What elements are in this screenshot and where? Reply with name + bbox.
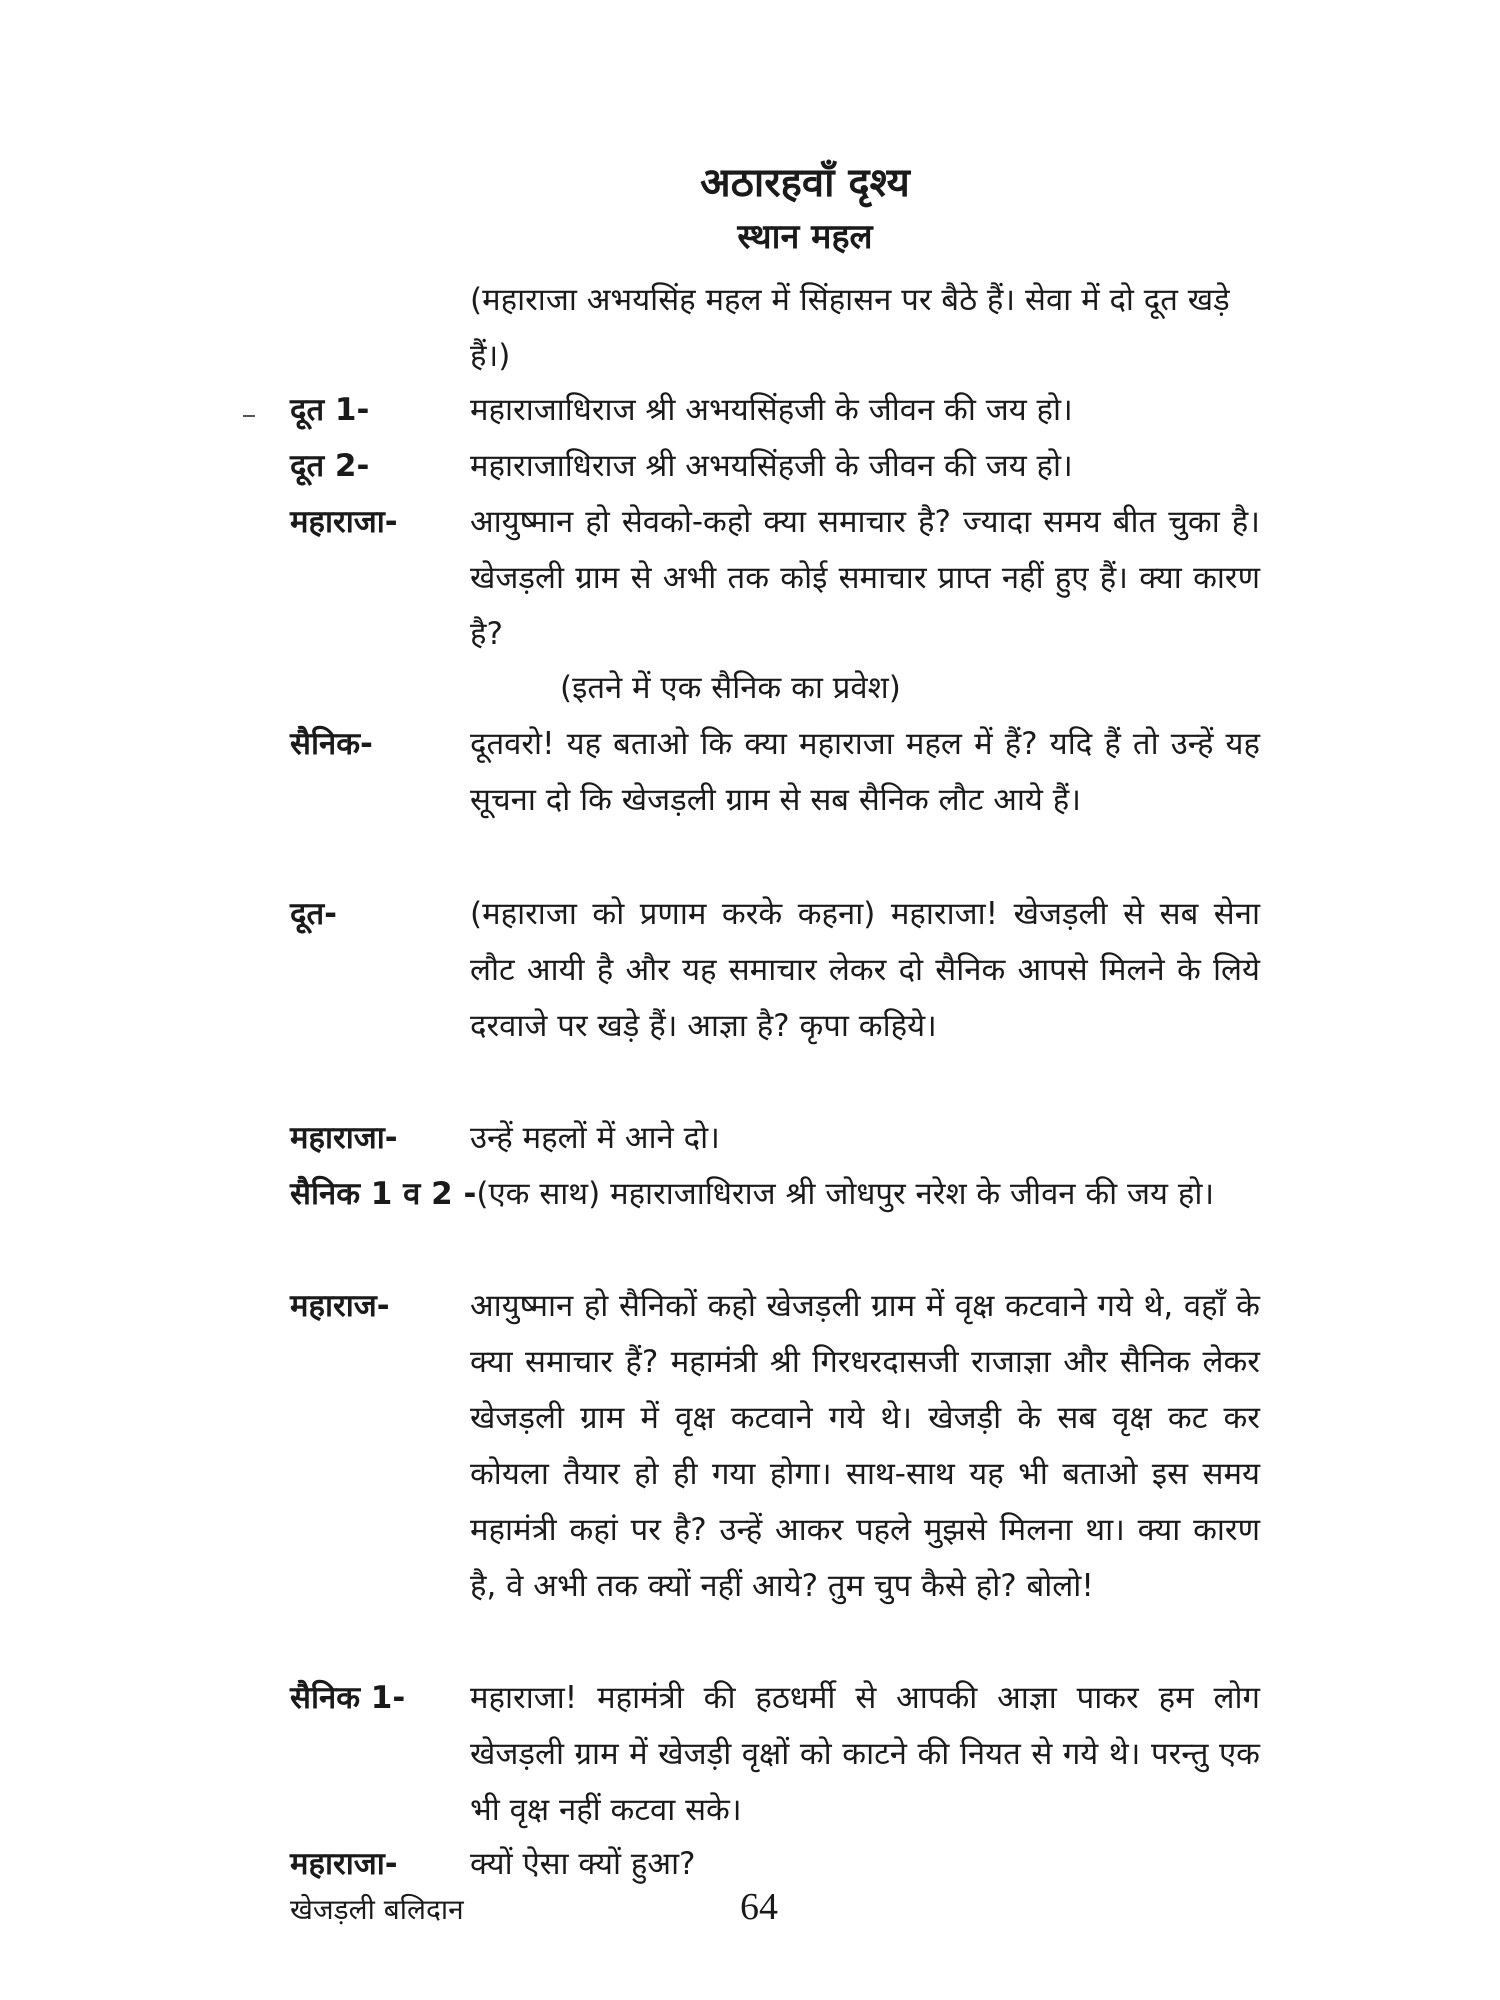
scene-title: अठारहवाँ दृश्य [700, 160, 910, 206]
speaker-name: सैनिक 1 व 2 - [290, 1176, 477, 1212]
dialogue-line [290, 716, 1260, 828]
speech-text: उन्हें महलों में आने दो। [470, 1120, 720, 1156]
speech-text: आयुष्मान हो सेवको-कहो क्या समाचार है? ज्यादा समय बीत चुका है। खेजड़ली ग्राम से अभी तक कोई समाचार प्राप्त नहीं हुए हैं। क्या कारण है? [470, 504, 1260, 652]
speech-text: (महाराजा को प्रणाम करके कहना) महाराजा! खेजड़ली से सब सेना लौट आयी है और यह समाचार लेकर दो सैनिक आपसे मिलने के लिये दरवाजे पर खड़े हैं। आज्ञा है? कृपा कहिये। [470, 896, 1260, 1044]
opening-stage-direction: (महाराजा अभयसिंह महल में सिंहासन पर बैठे हैं। सेवा में दो दूत खड़े हैं।) [470, 282, 1230, 374]
speech-text: महाराजा! महामंत्री की हठधर्मी से आपकी आज्ञा पाकर हम लोग खेजड़ली ग्राम में खेजड़ी वृक्षों को काटने की नियत से गये थे। परन्तु एक भी वृक्ष नहीं कटवा सके। [470, 1680, 1260, 1828]
speaker-name: सैनिक- [290, 726, 373, 762]
speech-text: महाराजाधिराज श्री अभयसिंहजी के जीवन की जय हो। [470, 392, 1073, 428]
speech-text: क्यों ऐसा क्यों हुआ? [470, 1846, 696, 1882]
dialogue-line [290, 1166, 1260, 1222]
speech-text: दूतवरो! यह बताओ कि क्या महाराजा महल में हैं? यदि हैं तो उन्हें यह सूचना दो कि खेजड़ली ग्राम से सब सैनिक लौट आये हैं। [470, 726, 1260, 818]
footer-book-title: खेजड़ली बलिदान [290, 1893, 464, 1926]
speaker-name: महाराजा- [290, 1120, 398, 1156]
page-number: 64 [740, 1886, 778, 1928]
dialogue-line [290, 382, 1260, 438]
speaker-name: दूत- [290, 896, 337, 932]
dialogue-line [290, 1670, 1260, 1838]
speaker-name: महाराजा- [290, 1846, 398, 1882]
dialogue-line [290, 1278, 1260, 1614]
entry-stage-direction: (इतने में एक सैनिक का प्रवेश) [560, 670, 901, 706]
speaker-name: महाराज- [290, 1288, 390, 1324]
dialogue-line [290, 1110, 1260, 1166]
margin-mark [243, 415, 255, 417]
dialogue-line [290, 438, 1260, 494]
dialogue-line [290, 494, 1260, 662]
speaker-name: दूत 2- [290, 448, 370, 484]
speech-text: महाराजाधिराज श्री अभयसिंहजी के जीवन की जय हो। [470, 448, 1073, 484]
scene-place: स्थान महल [737, 217, 873, 257]
speech-text: आयुष्मान हो सैनिकों कहो खेजड़ली ग्राम में वृक्ष कटवाने गये थे, वहाँ के क्या समाचार हैं? महामंत्री श्री गिरधरदासजी राजाज्ञा और सैनिक लेकर खेजड़ली ग्राम में वृक्ष कटवाने गये थे। खेजड़ी के सब वृक्ष कट कर कोयला तैयार हो ही गया होगा। साथ-साथ यह भी बताओ इस समय महामंत्री कहां पर है? उन्हें आकर पहले मुझसे मिलना था। क्या कारण है, वे अभी तक क्यों नहीं आये? तुम चुप कैसे हो? बोलो! [470, 1288, 1260, 1604]
dialogue-line [290, 886, 1260, 1054]
dialogue-line [290, 1836, 1260, 1892]
speech-text: (एक साथ) महाराजाधिराज श्री जोधपुर नरेश के जीवन की जय हो। [476, 1176, 1215, 1212]
speaker-name: महाराजा- [290, 504, 398, 540]
speaker-name: दूत 1- [290, 392, 370, 428]
speaker-name: सैनिक 1- [290, 1680, 406, 1716]
